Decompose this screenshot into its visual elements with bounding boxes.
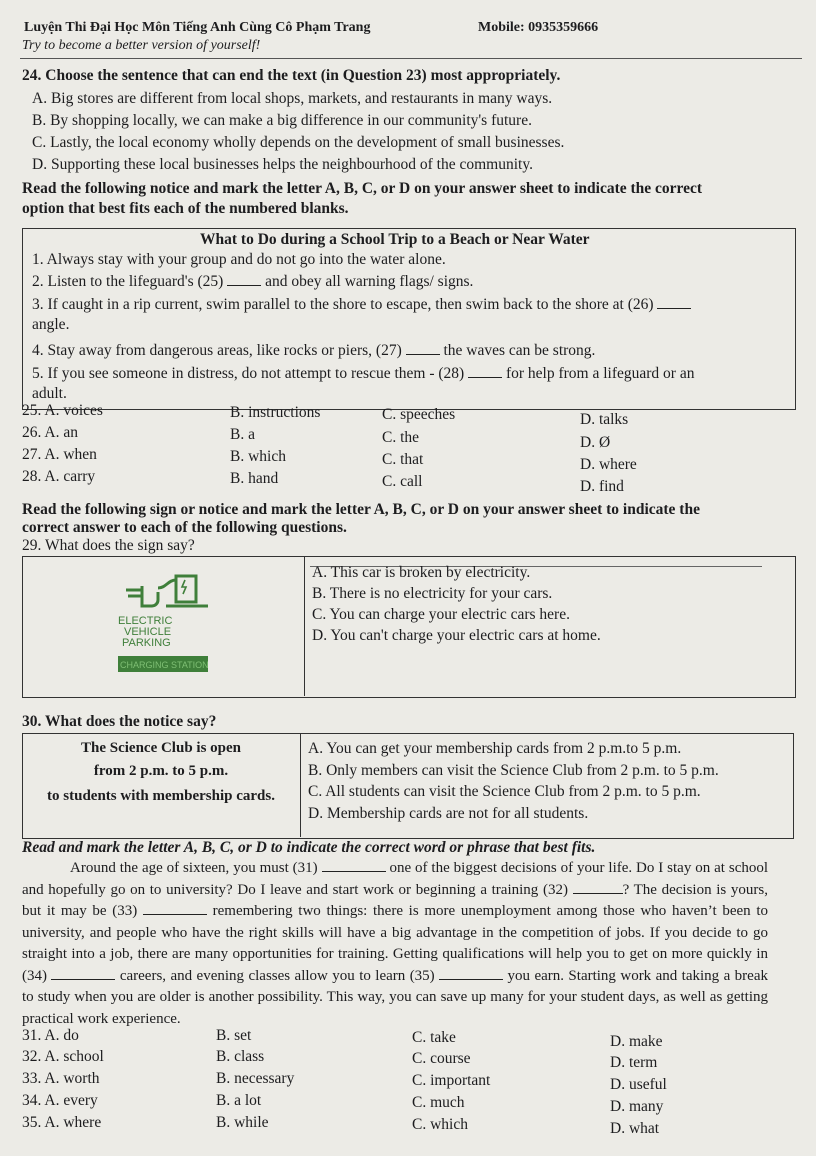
notice-line-3-end: angle. — [32, 316, 70, 333]
answer-26-d: D. Ø — [580, 434, 611, 451]
passage-part-2: one of the biggest decisions of your life. Do I stay on at school and hopefully go on to university? Do I leave and start work or beginning a training (32) — [22, 860, 769, 898]
notice-line-3 — [32, 296, 691, 314]
q29-option-a: A. This car is broken by electricity. — [312, 564, 531, 581]
header-divider — [20, 58, 802, 59]
q29-stem: 29. What does the sign say? — [22, 537, 195, 554]
answer-35-c: C. which — [412, 1116, 468, 1133]
answer-34-d: D. many — [610, 1098, 664, 1115]
answer-32-d: D. term — [610, 1054, 658, 1071]
answer-33-c: C. important — [412, 1072, 491, 1089]
notice-line-2-end: and obey all warning flags/ signs. — [265, 273, 474, 290]
passage-part-3: ? The decision is yours, but it may be (33) — [22, 881, 768, 919]
q24-option-b: B. By shopping locally, we can make a big difference in our community's future. — [32, 112, 532, 129]
notice-line-4-end: the waves can be strong. — [443, 342, 596, 359]
instruction-notice-1: Read the following notice and mark the letter A, B, C, or D on your answer sheet to indicate the correct — [22, 180, 703, 197]
answer-33-d: D. useful — [610, 1076, 667, 1093]
answer-34-a: 34. A. every — [22, 1092, 98, 1109]
answer-27-c: C. that — [382, 451, 424, 468]
instruction-passage: Read and mark the letter A, B, C, or D to indicate the correct word or phrase that best fits. — [22, 839, 596, 856]
notice-line-4 — [32, 342, 595, 360]
answer-31-b: B. set — [216, 1027, 252, 1044]
answer-28-c: C. call — [382, 473, 423, 490]
answer-35-a: 35. A. where — [22, 1114, 102, 1131]
answer-32-b: B. class — [216, 1048, 265, 1065]
notice-line-3-start: 3. If caught in a rip current, swim parallel to the shore to escape, then swim back to the shore at (26) — [32, 296, 654, 313]
notice-line-2 — [32, 273, 473, 291]
answer-26-a: 26. A. an — [22, 424, 78, 441]
passage-part-1: Around the age of sixteen, you must (31) — [70, 860, 318, 876]
passage-part-6: you earn. Starting work and taking a break to study when you are older is another possibility. This way, you can save up many for your student days, as well as getting practical work experience. — [22, 967, 768, 1027]
notice-line-5-start: 5. If you see someone in distress, do not attempt to rescue them - (28) — [32, 365, 465, 382]
q30-option-b: B. Only members can visit the Science Club from 2 p.m. to 5 p.m. — [308, 762, 719, 779]
answer-31-a: 31. A. do — [22, 1027, 79, 1044]
q30-option-a: A. You can get your membership cards from 2 p.m.to 5 p.m. — [308, 740, 682, 757]
blank-31 — [322, 859, 386, 872]
answer-33-b: B. necessary — [216, 1070, 295, 1087]
answer-28-d: D. find — [580, 478, 624, 495]
passage-part-5: careers, and evening classes allow you to learn (35) — [119, 967, 435, 984]
q29-option-d: D. You can't charge your electric cars at home. — [312, 627, 601, 644]
answer-26-c: C. the — [382, 429, 420, 446]
q30-option-d: D. Membership cards are not for all students. — [308, 805, 589, 822]
answer-33-a: 33. A. worth — [22, 1070, 100, 1087]
answer-25-b: B. instructions — [230, 404, 321, 421]
sign-text-vehicle: VEHICLE — [124, 626, 172, 638]
q24-option-a: A. Big stores are different from local shops, markets, and restaurants in many ways. — [32, 90, 553, 107]
blank-35 — [439, 967, 503, 980]
blank-26 — [657, 296, 691, 309]
header-title: Luyện Thi Đại Học Môn Tiếng Anh Cùng Cô Phạm Trang — [24, 20, 371, 35]
notice-line-5 — [32, 365, 694, 383]
passage-part-4: remembering two things: there is more unemployment among those who haven’t been to university, and people who have the right skills will have a big advantage in the competition of jobs. If you decide to go straight into a job, there are many opportunities for training. Getting qualifications will help you to get on more quickly in (34) — [22, 903, 769, 984]
answer-27-a: 27. A. when — [22, 446, 97, 463]
q29-option-b: B. There is no electricity for your cars. — [312, 585, 553, 602]
q30-notice-line-1: The Science Club is open — [80, 740, 242, 756]
answer-32-c: C. course — [412, 1050, 471, 1067]
answer-35-d: D. what — [610, 1120, 660, 1137]
answer-25-c: C. speeches — [382, 406, 456, 423]
notice-title: What to Do during a School Trip to a Beach or Near Water — [200, 231, 590, 248]
answer-31-c: C. take — [412, 1029, 456, 1046]
q29-option-c: C. You can charge your electric cars here. — [312, 606, 570, 623]
notice-line-5-tail: adult. — [32, 385, 67, 402]
q29-box-divider — [304, 556, 305, 696]
notice-line-5-end: for help from a lifeguard or an — [505, 365, 695, 382]
instruction-sign-1: Read the following sign or notice and mark the letter A, B, C, or D on your answer sheet to indicate the — [22, 501, 700, 518]
q30-notice-line-3: to students with membership cards. — [47, 788, 275, 804]
notice-line-1: 1. Always stay with your group and do not go into the water alone. — [32, 251, 446, 268]
sign-text-parking: PARKING — [122, 637, 171, 649]
notice-line-2-start: 2. Listen to the lifeguard's (25) — [32, 273, 224, 290]
answer-28-a: 28. A. carry — [22, 468, 96, 485]
answer-27-d: D. where — [580, 456, 637, 473]
sign-text-electric: ELECTRIC — [118, 615, 173, 627]
header-mobile: Mobile: 0935359666 — [478, 20, 599, 35]
answer-27-b: B. which — [230, 448, 286, 465]
answer-35-b: B. while — [216, 1114, 269, 1131]
q30-notice-line-2: from 2 p.m. to 5 p.m. — [93, 763, 229, 779]
instruction-notice-2: option that best fits each of the numbered blanks. — [22, 200, 349, 217]
answer-31-d: D. make — [610, 1033, 663, 1050]
blank-25 — [227, 273, 261, 286]
sign-text-charging: CHARGING STATION — [120, 660, 209, 670]
blank-28 — [468, 365, 502, 378]
answer-26-b: B. a — [230, 426, 255, 443]
q24-option-c: C. Lastly, the local economy wholly depends on the development of small businesses. — [32, 134, 565, 151]
answer-32-a: 32. A. school — [22, 1048, 104, 1065]
q24-stem: 24. Choose the sentence that can end the text (in Question 23) most appropriately. — [22, 67, 561, 84]
ev-charging-sign-icon — [118, 566, 218, 678]
header-motto: Try to become a better version of yourself! — [22, 38, 261, 53]
q30-box-divider — [300, 733, 301, 837]
answer-25-a: 25. A. voices — [22, 402, 103, 419]
q30-option-c: C. All students can visit the Science Club from 2 p.m. to 5 p.m. — [308, 783, 701, 800]
cloze-passage — [22, 858, 768, 1030]
answer-34-c: C. much — [412, 1094, 465, 1111]
blank-33 — [143, 902, 207, 915]
blank-32 — [573, 881, 623, 894]
blank-27 — [406, 342, 440, 355]
answer-34-b: B. a lot — [216, 1092, 262, 1109]
answer-25-d: D. talks — [580, 411, 629, 428]
q24-option-d: D. Supporting these local businesses helps the neighbourhood of the community. — [32, 156, 533, 173]
answer-28-b: B. hand — [230, 470, 279, 487]
instruction-sign-2: correct answer to each of the following questions. — [22, 519, 347, 536]
q30-stem: 30. What does the notice say? — [22, 713, 217, 730]
blank-34 — [51, 967, 115, 980]
notice-line-4-start: 4. Stay away from dangerous areas, like rocks or piers, (27) — [32, 342, 402, 359]
